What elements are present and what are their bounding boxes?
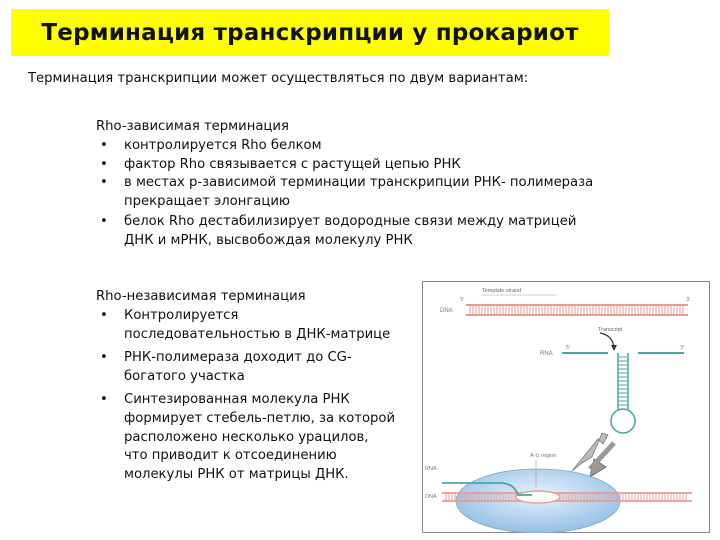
termination-diagram xyxy=(422,281,710,533)
slide-title: Терминация транскрипции у прокариот xyxy=(41,19,579,46)
rho-independent-list xyxy=(96,307,426,484)
template-strand-label: Template strand xyxy=(482,288,522,294)
three-prime-top: 3' xyxy=(686,297,691,303)
list-item: • Синтезированная молекула РНК формирует стебель-петлю, за которой расположено несколько урацилов, что приводит к отсоединению молекулы РНК от матрицы ДНК. xyxy=(96,391,426,484)
au-region-label: A-U region xyxy=(530,453,557,459)
dna-bottom-label: DNA xyxy=(425,494,437,500)
rna-label: RNA xyxy=(540,351,553,357)
rho-dependent-heading: Rho-зависимая терминация xyxy=(96,119,289,134)
transcription-bubble xyxy=(516,491,560,503)
three-prime-rna: 3' xyxy=(680,345,685,351)
rna-bottom-label: RNA xyxy=(425,466,437,472)
title-banner xyxy=(11,9,609,56)
list-item: • белок Rho дестабилизирует водородные связи между матрицей ДНК и мРНК, высвобождая молекулу РНК xyxy=(96,213,676,250)
five-prime-top: 5' xyxy=(460,297,465,303)
list-item: • фактор Rho связывается с растущей цепью РНК xyxy=(96,156,676,175)
transcript-label: Transcript xyxy=(598,327,623,333)
list-item: • контролируется Rho белком xyxy=(96,137,676,156)
rho-independent-heading: Rho-независимая терминация xyxy=(96,289,306,304)
diagram-svg xyxy=(422,281,710,533)
dna-top-label: DNA xyxy=(440,308,453,314)
five-prime-rna: 5' xyxy=(566,345,571,351)
list-item: • в местах р-зависимой терминации транскрипции РНК- полимераза прекращает элонгацию xyxy=(96,174,676,211)
rho-dependent-list xyxy=(96,137,676,251)
list-item: • РНК-полимераза доходит до CG- богатого участка xyxy=(96,349,426,386)
intro-text: Терминация транскрипции может осуществляться по двум вариантам: xyxy=(28,71,529,86)
list-item: • Контролируется последовательностью в ДНК-матрице xyxy=(96,307,426,344)
